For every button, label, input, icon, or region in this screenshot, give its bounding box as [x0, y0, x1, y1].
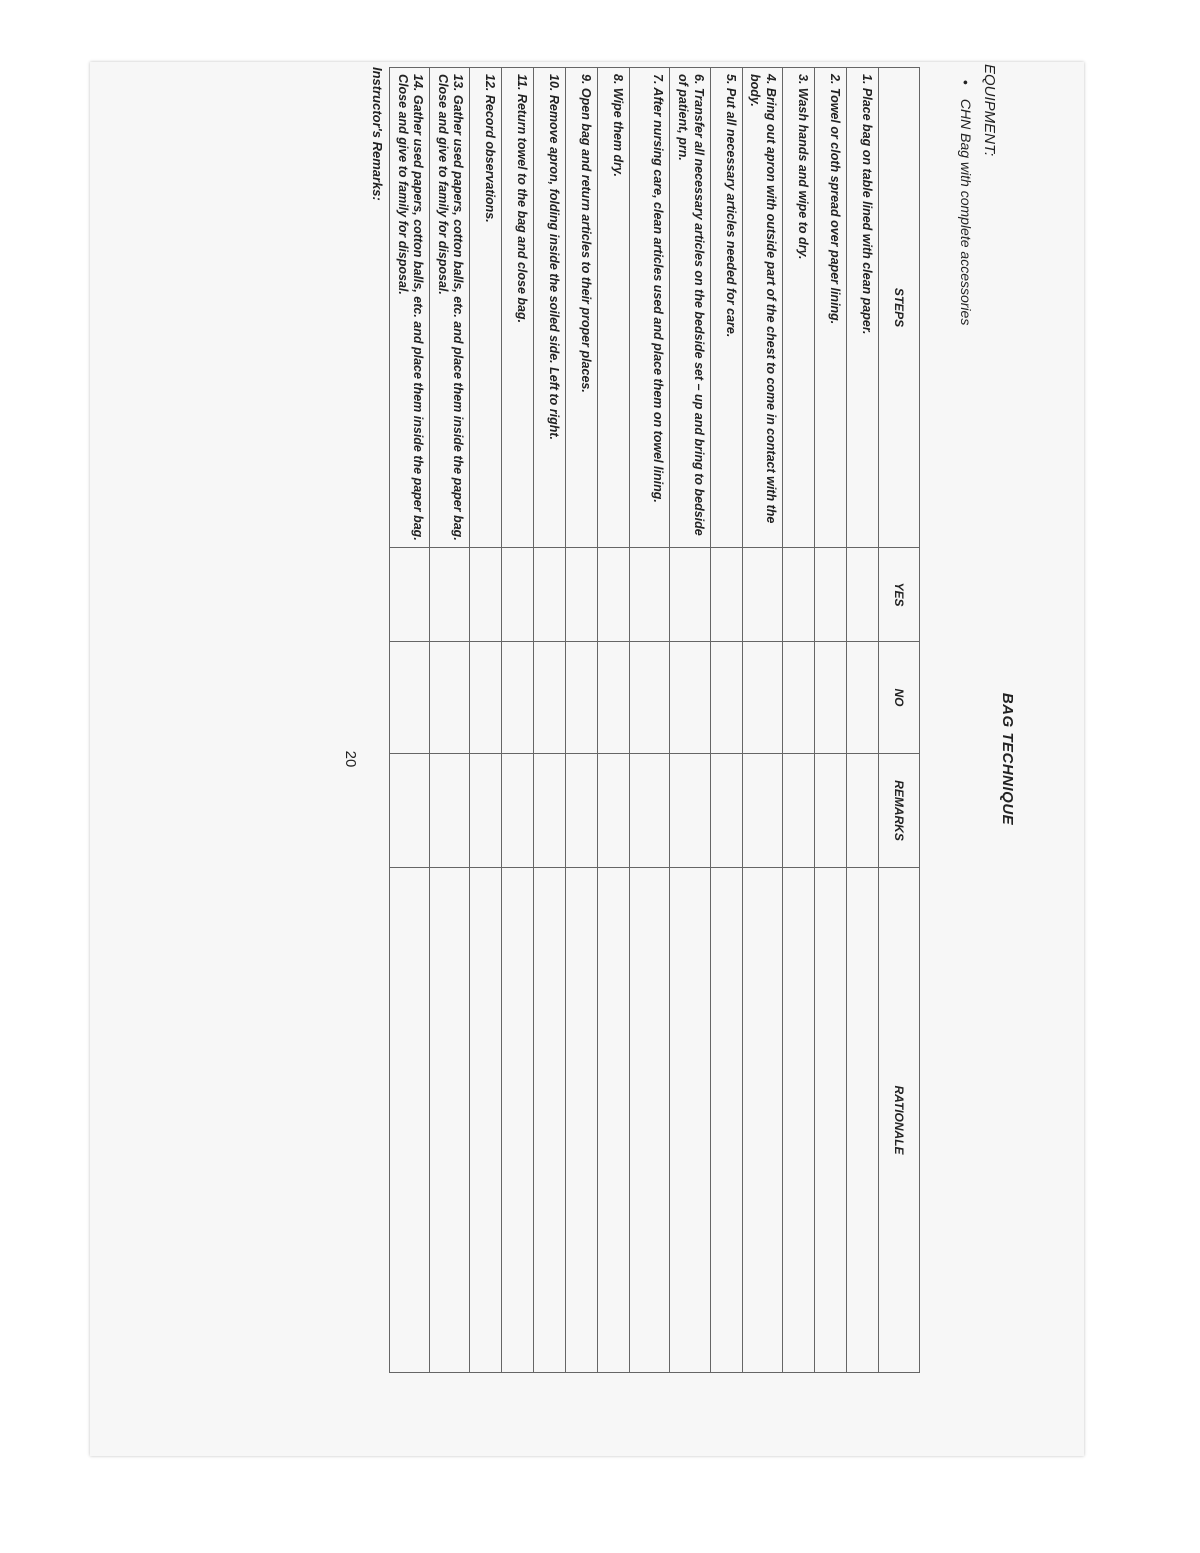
equipment-item-text: CHN Bag with complete accessories: [958, 98, 974, 326]
checklist-table: [389, 67, 920, 1373]
yes-cell[interactable]: [742, 548, 782, 642]
rationale-cell[interactable]: [783, 868, 815, 1373]
table-row: [847, 68, 879, 1373]
header-rationale: RATIONALE: [879, 868, 920, 1373]
yes-cell[interactable]: [630, 548, 670, 642]
no-cell[interactable]: [502, 642, 534, 754]
table-header-row: [879, 68, 920, 1373]
no-cell[interactable]: [430, 642, 470, 754]
step-cell: 6. Transfer all necessary articles on the bedside set – up and bring to bedside of patient, prn.: [670, 68, 710, 548]
step-cell: 4. Bring out apron with outside part of the chest to come in contact with the body.: [742, 68, 782, 548]
step-cell: 13. Gather used papers, cotton balls, etc. and place them inside the paper bag. Close and give to family for disposal.: [430, 68, 470, 548]
step-cell: 11. Return towel to the bag and close bag.: [502, 68, 534, 548]
table-row: [502, 68, 534, 1373]
rationale-cell[interactable]: [815, 868, 847, 1373]
table-row: [470, 68, 502, 1373]
yes-cell[interactable]: [783, 548, 815, 642]
yes-cell[interactable]: [815, 548, 847, 642]
no-cell[interactable]: [783, 642, 815, 754]
remarks-cell[interactable]: [630, 754, 670, 868]
yes-cell[interactable]: [470, 548, 502, 642]
remarks-cell[interactable]: [534, 754, 566, 868]
yes-cell[interactable]: [430, 548, 470, 642]
remarks-cell[interactable]: [598, 754, 630, 868]
remarks-cell[interactable]: [470, 754, 502, 868]
rationale-cell[interactable]: [710, 868, 742, 1373]
step-cell: 9. Open bag and return articles to their proper places.: [566, 68, 598, 548]
step-cell: 3. Wash hands and wipe to dry.: [783, 68, 815, 548]
no-cell[interactable]: [710, 642, 742, 754]
table-row: [390, 68, 430, 1373]
table-row: [430, 68, 470, 1373]
step-cell: 8. Wipe them dry.: [598, 68, 630, 548]
table-row: [534, 68, 566, 1373]
no-cell[interactable]: [630, 642, 670, 754]
yes-cell[interactable]: [598, 548, 630, 642]
remarks-cell[interactable]: [502, 754, 534, 868]
remarks-cell[interactable]: [390, 754, 430, 868]
yes-cell[interactable]: [670, 548, 710, 642]
yes-cell[interactable]: [847, 548, 879, 642]
table-row: [710, 68, 742, 1373]
equipment-label: EQUIPMENT:: [981, 64, 998, 157]
step-cell: 1. Place bag on table lined with clean paper.: [847, 68, 879, 548]
no-cell[interactable]: [470, 642, 502, 754]
rationale-cell[interactable]: [630, 868, 670, 1373]
yes-cell[interactable]: [566, 548, 598, 642]
no-cell[interactable]: [566, 642, 598, 754]
table-row: [670, 68, 710, 1373]
step-cell: 10. Remove apron, folding inside the soiled side. Left to right.: [534, 68, 566, 548]
no-cell[interactable]: [534, 642, 566, 754]
remarks-cell[interactable]: [670, 754, 710, 868]
table-row: [598, 68, 630, 1373]
rationale-cell[interactable]: [566, 868, 598, 1373]
header-remarks: REMARKS: [879, 754, 920, 868]
remarks-cell[interactable]: [710, 754, 742, 868]
step-cell: 14. Gather used papers, cotton balls, etc. and place them inside the paper bag. Close and give to family for disposal.: [390, 68, 430, 548]
header-yes: YES: [879, 548, 920, 642]
bullet-icon: •: [958, 80, 974, 85]
yes-cell[interactable]: [710, 548, 742, 642]
document-title: BAG TECHNIQUE: [999, 692, 1016, 826]
yes-cell[interactable]: [502, 548, 534, 642]
rationale-cell[interactable]: [534, 868, 566, 1373]
rotated-content: [90, 62, 1084, 1456]
rationale-cell[interactable]: [470, 868, 502, 1373]
equipment-item: [958, 80, 974, 325]
header-no: NO: [879, 642, 920, 754]
remarks-cell[interactable]: [847, 754, 879, 868]
rationale-cell[interactable]: [502, 868, 534, 1373]
step-cell: 5. Put all necessary articles needed for care.: [710, 68, 742, 548]
table-row: [566, 68, 598, 1373]
yes-cell[interactable]: [534, 548, 566, 642]
step-cell: 7. After nursing care, clean articles used and place them on towel lining.: [630, 68, 670, 548]
step-cell: 12. Record observations.: [470, 68, 502, 548]
table-row: [630, 68, 670, 1373]
rationale-cell[interactable]: [670, 868, 710, 1373]
instructor-remarks-label: Instructor's Remarks:: [370, 67, 385, 201]
remarks-cell[interactable]: [783, 754, 815, 868]
no-cell[interactable]: [847, 642, 879, 754]
rationale-cell[interactable]: [742, 868, 782, 1373]
remarks-cell[interactable]: [566, 754, 598, 868]
table-row: [815, 68, 847, 1373]
no-cell[interactable]: [670, 642, 710, 754]
rationale-cell[interactable]: [598, 868, 630, 1373]
header-steps: STEPS: [879, 68, 920, 548]
no-cell[interactable]: [742, 642, 782, 754]
table-row: [742, 68, 782, 1373]
no-cell[interactable]: [390, 642, 430, 754]
rationale-cell[interactable]: [390, 868, 430, 1373]
page-number: 20: [342, 750, 359, 768]
table-row: [783, 68, 815, 1373]
remarks-cell[interactable]: [815, 754, 847, 868]
rationale-cell[interactable]: [847, 868, 879, 1373]
remarks-cell[interactable]: [742, 754, 782, 868]
remarks-cell[interactable]: [430, 754, 470, 868]
rationale-cell[interactable]: [430, 868, 470, 1373]
no-cell[interactable]: [598, 642, 630, 754]
yes-cell[interactable]: [390, 548, 430, 642]
document-page: [90, 62, 1084, 1456]
no-cell[interactable]: [815, 642, 847, 754]
step-cell: 2. Towel or cloth spread over paper lining.: [815, 68, 847, 548]
